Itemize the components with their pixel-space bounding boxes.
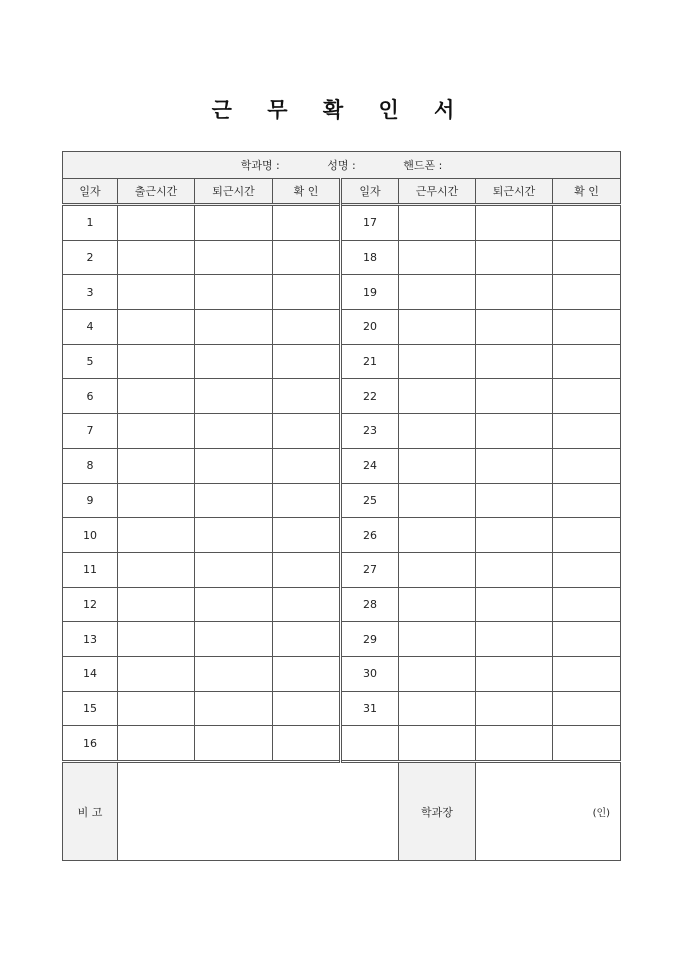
table-row	[63, 205, 621, 241]
confirm-cell[interactable]	[553, 240, 621, 275]
confirm-cell[interactable]	[553, 310, 621, 345]
clock-in-cell[interactable]	[118, 275, 195, 310]
confirm-cell[interactable]	[553, 275, 621, 310]
clock-in-cell[interactable]	[118, 552, 195, 587]
confirm-cell[interactable]	[553, 448, 621, 483]
clock-out-cell[interactable]	[476, 379, 553, 414]
table-row	[63, 483, 621, 518]
table-row	[63, 587, 621, 622]
clock-out-cell[interactable]	[195, 414, 273, 449]
info-row	[63, 152, 621, 179]
date-cell	[341, 726, 399, 762]
clock-out-cell[interactable]	[195, 448, 273, 483]
work-hours-cell[interactable]	[399, 691, 476, 726]
date-cell: 28	[341, 587, 399, 622]
date-cell: 4	[63, 310, 118, 345]
clock-in-cell[interactable]	[118, 622, 195, 657]
confirm-cell[interactable]	[273, 656, 341, 691]
clock-out-cell[interactable]	[476, 622, 553, 657]
work-hours-cell[interactable]	[399, 483, 476, 518]
remark-row	[63, 762, 621, 861]
work-hours-cell[interactable]	[399, 622, 476, 657]
clock-in-cell[interactable]	[118, 310, 195, 345]
department-head-label: 학과장	[399, 762, 476, 861]
confirm-cell[interactable]	[553, 656, 621, 691]
confirm-cell[interactable]	[273, 414, 341, 449]
work-hours-cell[interactable]	[399, 726, 476, 762]
remark-label: 비 고	[63, 762, 118, 861]
date-cell: 31	[341, 691, 399, 726]
date-cell: 11	[63, 552, 118, 587]
clock-out-cell[interactable]	[195, 310, 273, 345]
date-cell: 26	[341, 518, 399, 553]
confirm-cell[interactable]	[273, 518, 341, 553]
table-row	[63, 379, 621, 414]
header-row	[63, 179, 621, 205]
confirm-cell[interactable]	[553, 622, 621, 657]
date-cell: 27	[341, 552, 399, 587]
confirm-cell[interactable]	[273, 275, 341, 310]
confirm-cell[interactable]	[273, 448, 341, 483]
clock-out-cell[interactable]	[195, 205, 273, 241]
date-cell: 22	[341, 379, 399, 414]
clock-out-cell[interactable]	[476, 275, 553, 310]
clock-out-cell[interactable]	[476, 205, 553, 241]
date-cell: 13	[63, 622, 118, 657]
table-row	[63, 275, 621, 310]
work-hours-cell[interactable]	[399, 310, 476, 345]
date-cell: 5	[63, 344, 118, 379]
date-cell: 14	[63, 656, 118, 691]
work-hours-cell[interactable]	[399, 344, 476, 379]
clock-out-cell[interactable]	[476, 310, 553, 345]
clock-out-cell[interactable]	[195, 587, 273, 622]
clock-out-cell[interactable]	[476, 691, 553, 726]
clock-out-cell[interactable]	[476, 240, 553, 275]
clock-in-cell[interactable]	[118, 344, 195, 379]
work-hours-cell[interactable]	[399, 587, 476, 622]
date-cell: 24	[341, 448, 399, 483]
confirm-cell[interactable]	[273, 379, 341, 414]
work-hours-cell[interactable]	[399, 518, 476, 553]
attendance-table	[62, 151, 621, 861]
date-cell: 20	[341, 310, 399, 345]
header-date-right: 일자	[341, 179, 399, 205]
work-hours-cell[interactable]	[399, 379, 476, 414]
confirm-cell[interactable]	[553, 587, 621, 622]
confirm-cell[interactable]	[553, 379, 621, 414]
date-cell: 17	[341, 205, 399, 241]
clock-out-cell[interactable]	[476, 448, 553, 483]
date-cell: 7	[63, 414, 118, 449]
confirm-cell[interactable]	[553, 344, 621, 379]
phone-label: 핸드폰 :	[403, 159, 443, 172]
header-date-left: 일자	[63, 179, 118, 205]
confirm-cell[interactable]	[273, 622, 341, 657]
confirm-cell[interactable]	[273, 310, 341, 345]
date-cell: 25	[341, 483, 399, 518]
confirm-cell[interactable]	[273, 691, 341, 726]
name-label: 성명 :	[327, 159, 356, 172]
header-work-hours: 근무시간	[399, 179, 476, 205]
confirm-cell[interactable]	[273, 552, 341, 587]
date-cell: 6	[63, 379, 118, 414]
table-row	[63, 656, 621, 691]
header-confirm-right: 확 인	[553, 179, 621, 205]
header-confirm-left: 확 인	[273, 179, 341, 205]
clock-in-cell[interactable]	[118, 656, 195, 691]
confirm-cell[interactable]	[273, 587, 341, 622]
clock-in-cell[interactable]	[118, 726, 195, 762]
confirm-cell[interactable]	[273, 483, 341, 518]
clock-out-cell[interactable]	[476, 656, 553, 691]
clock-out-cell[interactable]	[195, 622, 273, 657]
table-row	[63, 344, 621, 379]
confirm-cell[interactable]	[553, 552, 621, 587]
clock-out-cell[interactable]	[195, 691, 273, 726]
clock-out-cell[interactable]	[195, 275, 273, 310]
confirm-cell[interactable]	[553, 726, 621, 762]
header-clock-in: 출근시간	[118, 179, 195, 205]
confirm-cell[interactable]	[553, 414, 621, 449]
work-hours-cell[interactable]	[399, 205, 476, 241]
work-hours-cell[interactable]	[399, 448, 476, 483]
date-cell: 29	[341, 622, 399, 657]
table-row	[63, 726, 621, 762]
clock-out-cell[interactable]	[476, 587, 553, 622]
date-cell: 21	[341, 344, 399, 379]
table-row	[63, 240, 621, 275]
header-clock-out-right: 퇴근시간	[476, 179, 553, 205]
table-row	[63, 691, 621, 726]
date-cell: 18	[341, 240, 399, 275]
clock-out-cell[interactable]	[195, 518, 273, 553]
clock-in-cell[interactable]	[118, 240, 195, 275]
clock-out-cell[interactable]	[476, 344, 553, 379]
clock-in-cell[interactable]	[118, 518, 195, 553]
seal-mark: (인)	[476, 762, 621, 861]
date-cell: 23	[341, 414, 399, 449]
date-cell: 1	[63, 205, 118, 241]
table-row	[63, 414, 621, 449]
date-cell: 2	[63, 240, 118, 275]
clock-in-cell[interactable]	[118, 205, 195, 241]
clock-in-cell[interactable]	[118, 587, 195, 622]
confirm-cell[interactable]	[273, 344, 341, 379]
work-hours-cell[interactable]	[399, 552, 476, 587]
table-row	[63, 310, 621, 345]
date-cell: 12	[63, 587, 118, 622]
date-cell: 8	[63, 448, 118, 483]
clock-out-cell[interactable]	[195, 379, 273, 414]
clock-out-cell[interactable]	[476, 726, 553, 762]
confirm-cell[interactable]	[273, 726, 341, 762]
date-cell: 19	[341, 275, 399, 310]
clock-in-cell[interactable]	[118, 483, 195, 518]
clock-out-cell[interactable]	[476, 552, 553, 587]
confirm-cell[interactable]	[553, 518, 621, 553]
clock-out-cell[interactable]	[195, 726, 273, 762]
work-hours-cell[interactable]	[399, 414, 476, 449]
confirm-cell[interactable]	[553, 691, 621, 726]
clock-out-cell[interactable]	[195, 240, 273, 275]
date-cell: 10	[63, 518, 118, 553]
confirm-cell[interactable]	[553, 205, 621, 241]
confirm-cell[interactable]	[553, 483, 621, 518]
clock-in-cell[interactable]	[118, 448, 195, 483]
confirm-cell[interactable]	[273, 240, 341, 275]
clock-out-cell[interactable]	[476, 483, 553, 518]
clock-out-cell[interactable]	[476, 414, 553, 449]
clock-out-cell[interactable]	[195, 552, 273, 587]
date-cell: 15	[63, 691, 118, 726]
header-clock-out-left: 퇴근시간	[195, 179, 273, 205]
clock-out-cell[interactable]	[476, 518, 553, 553]
date-cell: 16	[63, 726, 118, 762]
clock-in-cell[interactable]	[118, 379, 195, 414]
work-hours-cell[interactable]	[399, 656, 476, 691]
department-label: 학과명 :	[240, 159, 280, 172]
date-cell: 9	[63, 483, 118, 518]
table-row	[63, 448, 621, 483]
clock-out-cell[interactable]	[195, 483, 273, 518]
table-row	[63, 518, 621, 553]
clock-out-cell[interactable]	[195, 344, 273, 379]
clock-in-cell[interactable]	[118, 414, 195, 449]
confirm-cell[interactable]	[273, 205, 341, 241]
table-row	[63, 622, 621, 657]
page-title: 근 무 확 인 서	[211, 98, 469, 122]
work-hours-cell[interactable]	[399, 275, 476, 310]
table-row	[63, 552, 621, 587]
date-cell: 30	[341, 656, 399, 691]
clock-in-cell[interactable]	[118, 691, 195, 726]
date-cell: 3	[63, 275, 118, 310]
work-hours-cell[interactable]	[399, 240, 476, 275]
clock-out-cell[interactable]	[195, 656, 273, 691]
remark-field[interactable]	[118, 762, 399, 861]
